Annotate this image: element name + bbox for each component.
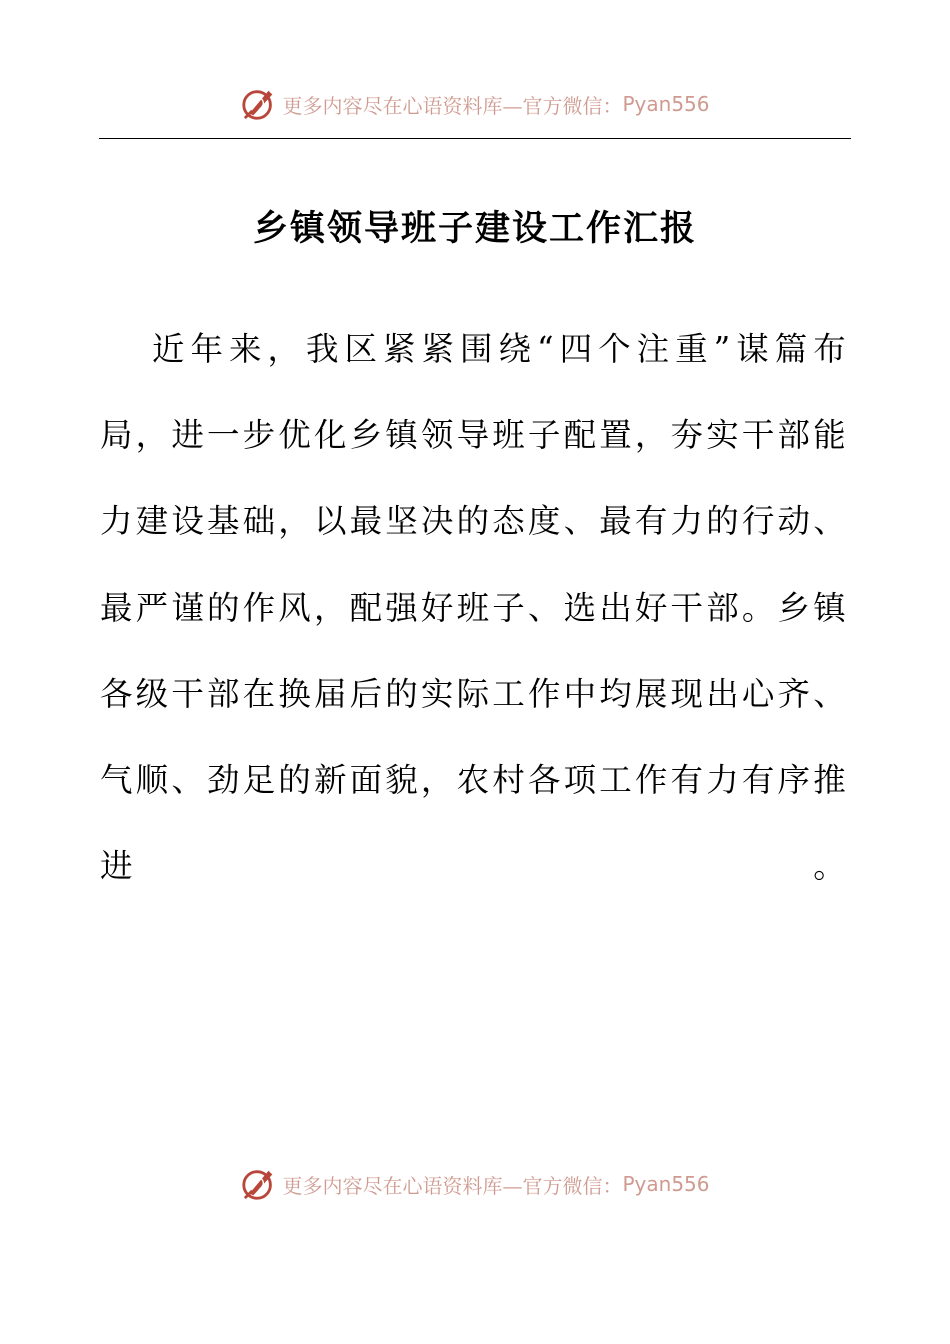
footer-watermark xyxy=(0,1162,950,1206)
footer-watermark-id: Pyan556 xyxy=(622,1172,710,1196)
document-title: 乡镇领导班子建设工作汇报 xyxy=(252,209,697,249)
quill-logo-icon xyxy=(240,1165,278,1203)
quill-logo-icon xyxy=(240,85,278,123)
document-paragraph: 近年来，我区紧紧围绕“四个注重”谋篇布局，进一步优化乡镇领导班子配置，夯实干部能力建设基础，以最坚决的态度、最有力的行动、最严谨的作风，配强好班子、选出好干部。乡镇各级干部在换届后的实际工作中均展现出心齐、气顺、劲足的新面貌，农村各项工作有力有序推进 。 xyxy=(100,330,848,886)
footer-watermark-text: 更多内容尽在心语资料库—官方微信： xyxy=(282,1173,623,1198)
header-watermark-id: Pyan556 xyxy=(622,92,710,116)
header-divider xyxy=(99,138,851,139)
header-watermark-text: 更多内容尽在心语资料库—官方微信： xyxy=(282,93,623,118)
header-watermark xyxy=(0,82,950,126)
